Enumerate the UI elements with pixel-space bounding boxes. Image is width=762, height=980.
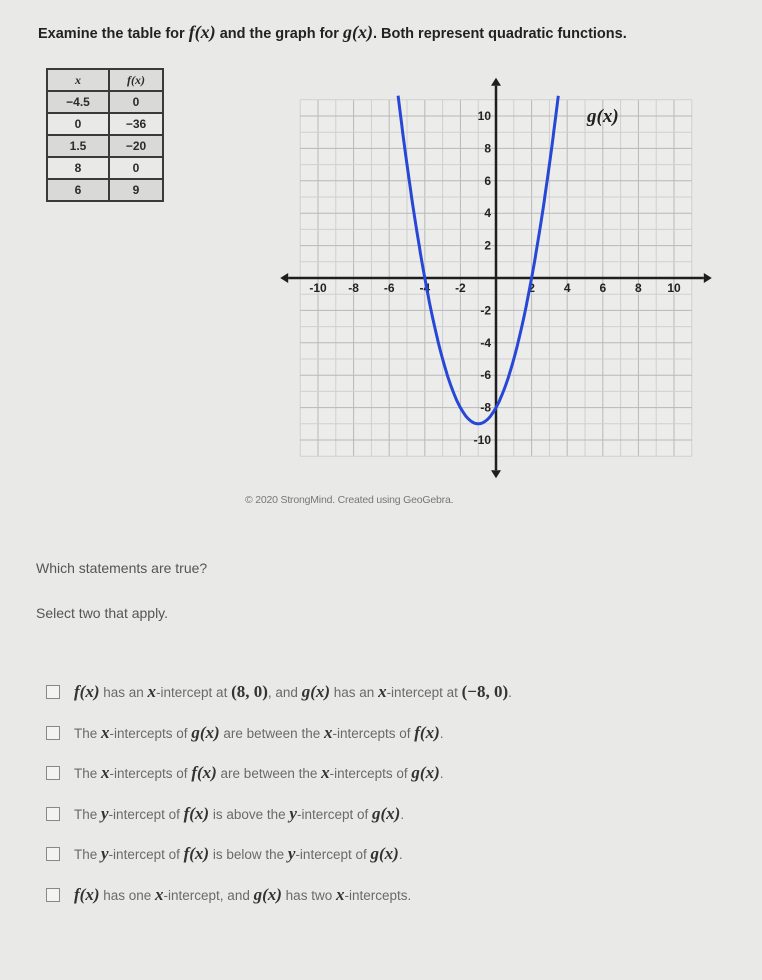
table-cell-x: 6 (47, 179, 109, 201)
graph-credit: © 2020 StrongMind. Created using GeoGebra. (245, 494, 454, 506)
option-text-part: -intercept of (108, 806, 184, 822)
option-text-part: y (101, 844, 109, 864)
y-tick-label: -8 (480, 400, 491, 415)
answer-option-5[interactable] (46, 834, 512, 875)
option-text-part: . (439, 766, 444, 782)
option-text-part: -intercept at (386, 685, 462, 701)
option-checkbox-2[interactable] (46, 726, 60, 740)
option-text-part: . (400, 806, 405, 822)
option-checkbox-3[interactable] (46, 766, 60, 780)
table-header-f: f(x) (109, 69, 163, 91)
option-text-part: x (321, 763, 330, 783)
x-axis-arrow-left (280, 273, 288, 283)
option-text-part: f(x) (191, 763, 217, 783)
y-axis-arrow-up (491, 78, 501, 86)
prompt-text-c: . Both represent quadratic functions. (372, 26, 627, 42)
question-text: Which statements are true? (36, 560, 208, 576)
option-text-part: The (74, 806, 102, 822)
prompt-func-f: f(x) (188, 22, 216, 42)
option-text-part: g(x) (370, 844, 399, 864)
option-checkbox-6[interactable] (46, 888, 60, 902)
table-cell-f: −36 (109, 113, 163, 135)
option-checkbox-5[interactable] (46, 847, 60, 861)
x-tick-label: 8 (635, 281, 642, 295)
x-tick-label: 4 (563, 281, 571, 295)
y-tick-label: 4 (484, 206, 491, 221)
instruction-text: Select two that apply. (36, 605, 169, 621)
x-tick-label: 10 (667, 281, 681, 295)
option-checkbox-4[interactable] (46, 807, 60, 821)
option-text-part: f(x) (74, 682, 100, 702)
option-text-part: has one (99, 887, 156, 903)
table-cell-x: 1.5 (47, 135, 109, 157)
prompt-text-b: and the graph for (215, 26, 343, 42)
option-text-part: g(x) (253, 884, 282, 904)
option-text-part: -intercept at (156, 685, 232, 701)
option-label-5 (74, 844, 403, 864)
option-label-4 (74, 804, 404, 824)
answer-option-4[interactable] (46, 794, 512, 835)
option-text-part: The (74, 725, 102, 741)
option-text-part: . (508, 685, 512, 701)
y-tick-label: -2 (480, 303, 491, 318)
option-text-part: -intercept of (295, 847, 371, 863)
option-text-part: f(x) (74, 884, 100, 904)
option-text-part: are between the (216, 766, 322, 782)
x-tick-label: -4 (419, 281, 431, 295)
series-label-g: g(x) (587, 106, 619, 127)
option-text-part: (−8, 0) (461, 682, 509, 702)
option-text-part: . (439, 725, 444, 741)
answer-option-2[interactable] (46, 713, 512, 754)
option-text-part: has two (281, 887, 336, 903)
y-tick-label: -4 (480, 335, 491, 350)
option-text-part: g(x) (301, 682, 331, 702)
option-text-part: y (289, 803, 297, 823)
option-text-part: -intercept, and (163, 887, 254, 903)
y-axis-arrow-down (491, 470, 501, 478)
option-text-part: x (335, 884, 345, 904)
prompt-func-g: g(x) (342, 22, 373, 42)
y-tick-label: -6 (480, 368, 491, 383)
option-text-part: -intercepts. (344, 887, 412, 903)
option-label-1 (74, 682, 512, 702)
option-text-part: g(x) (191, 722, 220, 742)
option-text-part: y (101, 803, 109, 823)
table-cell-f: −20 (109, 135, 163, 157)
answer-options (46, 672, 512, 915)
option-text-part: g(x) (372, 803, 401, 823)
option-text-part: x (101, 763, 110, 783)
y-tick-label: 10 (477, 109, 491, 123)
option-text-part: f(x) (183, 803, 210, 823)
option-text-part: is above the (209, 806, 290, 822)
y-tick-label: 8 (484, 141, 491, 156)
x-tick-label: -8 (348, 281, 359, 295)
table-cell-x: 8 (47, 157, 109, 179)
table-cell-f: 9 (109, 179, 163, 201)
option-text-part: -intercept of (108, 847, 184, 863)
option-text-part: g(x) (411, 763, 440, 783)
option-text-part: The (74, 766, 102, 782)
option-text-part: The (74, 847, 102, 863)
option-text-part: , and (267, 685, 302, 701)
option-text-part: is below the (209, 847, 288, 863)
option-text-part: has an (99, 685, 148, 701)
option-text-part: . (398, 847, 403, 863)
option-text-part: x (378, 682, 387, 702)
option-text-part: x (147, 682, 157, 702)
option-text-part: -intercepts of (332, 725, 415, 741)
option-text-part: f(x) (183, 844, 210, 864)
table-cell-f: 0 (109, 157, 163, 179)
x-tick-label: -2 (455, 281, 466, 295)
option-text-part: has an (330, 685, 379, 701)
table-cell-x: 0 (47, 113, 109, 135)
option-text-part: x (155, 884, 164, 904)
table-header-x: x (47, 69, 109, 91)
x-tick-label: -6 (383, 281, 395, 295)
y-tick-label: -10 (473, 433, 491, 447)
option-checkbox-1[interactable] (46, 685, 60, 699)
table-cell-f: 0 (109, 91, 163, 113)
option-text-part: x (101, 722, 110, 742)
option-text-part: x (323, 722, 333, 742)
x-axis-arrow-right (704, 273, 712, 283)
prompt-text-a: Examine the table for (38, 26, 189, 42)
option-text-part: -intercepts of (109, 766, 192, 782)
option-text-part: f(x) (414, 722, 440, 742)
option-text-part: y (287, 844, 296, 864)
table-cell-x: −4.5 (47, 91, 109, 113)
x-tick-label: 6 (599, 281, 607, 295)
answer-option-6[interactable] (46, 875, 512, 916)
answer-option-1[interactable] (46, 672, 512, 713)
option-text-part: are between the (219, 725, 324, 741)
answer-option-3[interactable] (46, 753, 512, 794)
option-label-3 (74, 763, 444, 783)
option-text-part: -intercepts of (109, 725, 192, 741)
y-tick-label: 6 (484, 173, 491, 188)
option-text-part: (8, 0) (231, 682, 268, 702)
option-text-part: -intercepts of (329, 766, 412, 782)
y-tick-label: 2 (484, 238, 491, 253)
option-label-6 (74, 885, 411, 905)
option-text-part: -intercept of (296, 806, 372, 822)
x-tick-label: 2 (528, 281, 535, 295)
x-tick-label: -10 (309, 281, 327, 295)
option-label-2 (74, 723, 444, 743)
